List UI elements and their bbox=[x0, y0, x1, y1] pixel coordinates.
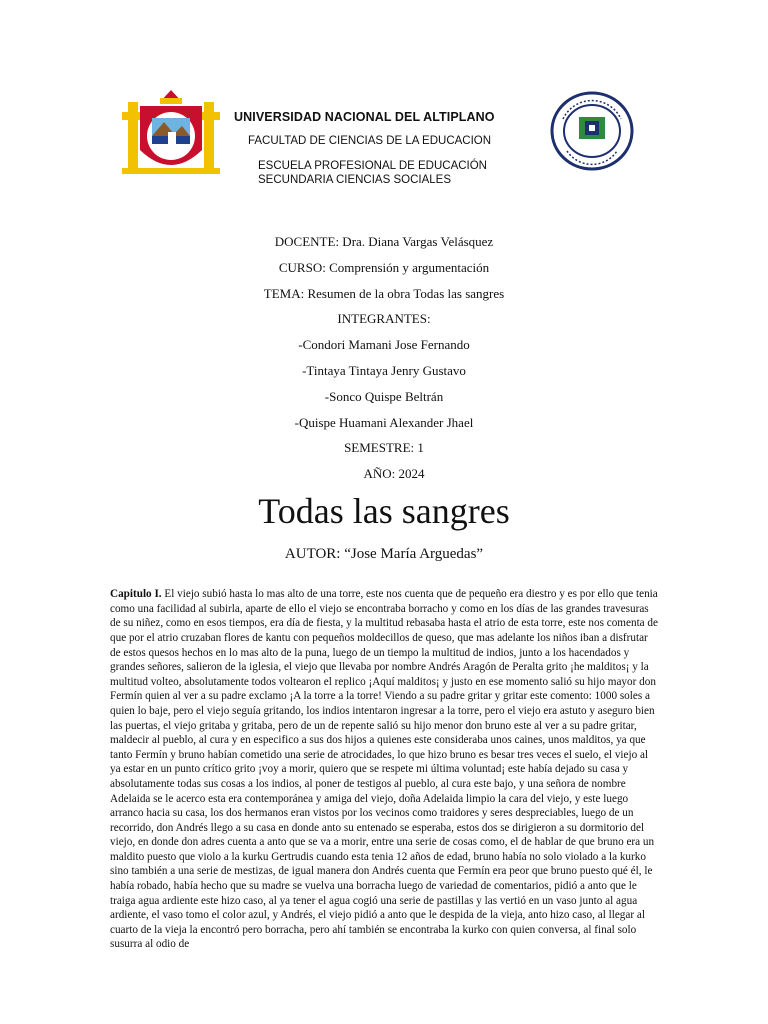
school-line-1: ESCUELA PROFESIONAL DE EDUCACIÓN bbox=[258, 160, 487, 172]
social-sciences-seal-logo bbox=[541, 91, 644, 171]
cover-info bbox=[0, 234, 768, 492]
school-line-2: SECUNDARIA CIENCIAS SOCIALES bbox=[258, 174, 451, 186]
school-name bbox=[258, 159, 495, 187]
university-name: UNIVERSIDAD NACIONAL DEL ALTIPLANO bbox=[234, 110, 495, 124]
institution-heading bbox=[234, 110, 495, 187]
integrante-item: -Condori Mamani Jose Fernando bbox=[298, 337, 470, 353]
integrante-item: -Tintaya Tintaya Jenry Gustavo bbox=[302, 362, 466, 378]
chapter-paragraph bbox=[110, 587, 660, 952]
integrante-item: -Quispe Huamani Alexander Jhael bbox=[294, 414, 474, 430]
university-shield-logo bbox=[120, 88, 222, 176]
integrante-item: -Sonco Quispe Beltrán bbox=[324, 388, 444, 404]
chapter-text: El viejo subió hasta lo mas alto de una torre, este nos cuenta que de pequeño era diestro y es por ello que tenia como una facilidad al subirla, aparte de ello el viejo se encontraba borracho y como en los días de las grandes travesuras de su niñez, como en esos tiempos, era día de fiesta, y la multitud rebasaba hasta el atrio de esta torre, este nos comenta de que por el atrio cruzaban flores de kantu con pequeños moldecillos de queso, que mas adelante los niños iban a disfrutar de estos quesos hechos en lo mas alto de la puna, luego de un tiempo la multitud de indios, junto a los hacendados y grandes señores, salieron de la iglesia, el viejo que llevaba por nombre Andrés Aragón de Peralta grito ¡he malditos¡ y la multitud volteo, absolutamente todos voltearon el replico ¡Aquí malditos¡ y justo en ese momento salió su hijo mayor don Fermín quien al ver a su padre exclamo ¡A la torre a la torre! Viendo a su padre gritar y gritar este comento: 1000 soles a quien lo baje, pero el viejo seguía gritando, los indios intentaron ingresar a la torre, pero el viejo era astuto y aseguro bien las puertas, el viejo gritaba y gritaba, pero de un de repente salió su hijo menor don bruno este al ver a su padre gritar, maldecir al pueblo, al cura y en especifico a sus dos hijos a quienes este consideraba unos caines, unos malditos, ya que tanto Fermín y bruno habían cometido una serie de atrocidades, lo que hizo bruno es besar tres veces el suelo, el viejo al ya estar en un punto crítico grito ¡voy a morir, quiero que se respete mi última voluntad¡ este había dejado su casa y absolutamente todas sus cosas a los indios, al poner de testigos al pueblo, al cura este bajo, y una señora de nombre Adelaida se le acerco esta era contemporánea y amiga del viejo, doña Adelaida limpio la cara del viejo, y este luego arranco hacia su casa, los dos hermanos eran vistos por los vecinos como traidores y seres despreciables, luego de un recorrido, don Andrés llego a su casa en donde anto su entenado se esperaba, estos dos se dirigieron a su dormitorio del viejo, en donde don adres cuenta a anto que se va a morir, entre una serie de cosas como, el de hablar de que bruno era un maldito puesto que violo a la kurku Gertrudis cuando esta tenia 12 años de edad, bruno había no solo violado a la kurko sino también a una serie de mestizas, de igual manera don Andrés cuenta que Fermín era peor que bruno puesto qué él, le había robado, había hecho que su madre se vuelva una borracha luego de variedad de comentarios, pidió a anto que le traiga agua ardiente este hizo caso, al ya tener el agua cogió una serie de pastillas y las vertió en un vaso junto al agua ardiente, el vaso tomo el color azul, y Andrés, el viejo pidió a anto que le despida de la vieja, anto hizo caso, al llegar al cuarto de la vieja la encontró pero borracha, pero ahí también se encontraba la kurko con quien conversa, al final solo susurra al odio de bbox=[110, 588, 658, 951]
document-title: Todas las sangres bbox=[258, 491, 510, 531]
curso-line: CURSO: Comprensión y argumentación bbox=[278, 259, 490, 275]
anio-line: AÑO: 2024 bbox=[363, 466, 425, 482]
semestre-line: SEMESTRE: 1 bbox=[344, 440, 424, 456]
document-author: AUTOR: “Jose María Arguedas” bbox=[284, 546, 484, 562]
document-header bbox=[120, 88, 650, 186]
docente-line: DOCENTE: Dra. Diana Vargas Velásquez bbox=[274, 234, 494, 249]
integrantes-label: INTEGRANTES: bbox=[337, 311, 431, 327]
chapter-label: Capitulo I. bbox=[110, 588, 162, 601]
faculty-name: FACULTAD DE CIENCIAS DE LA EDUCACION bbox=[248, 135, 492, 147]
tema-line: TEMA: Resumen de la obra Todas las sangres bbox=[263, 285, 505, 301]
